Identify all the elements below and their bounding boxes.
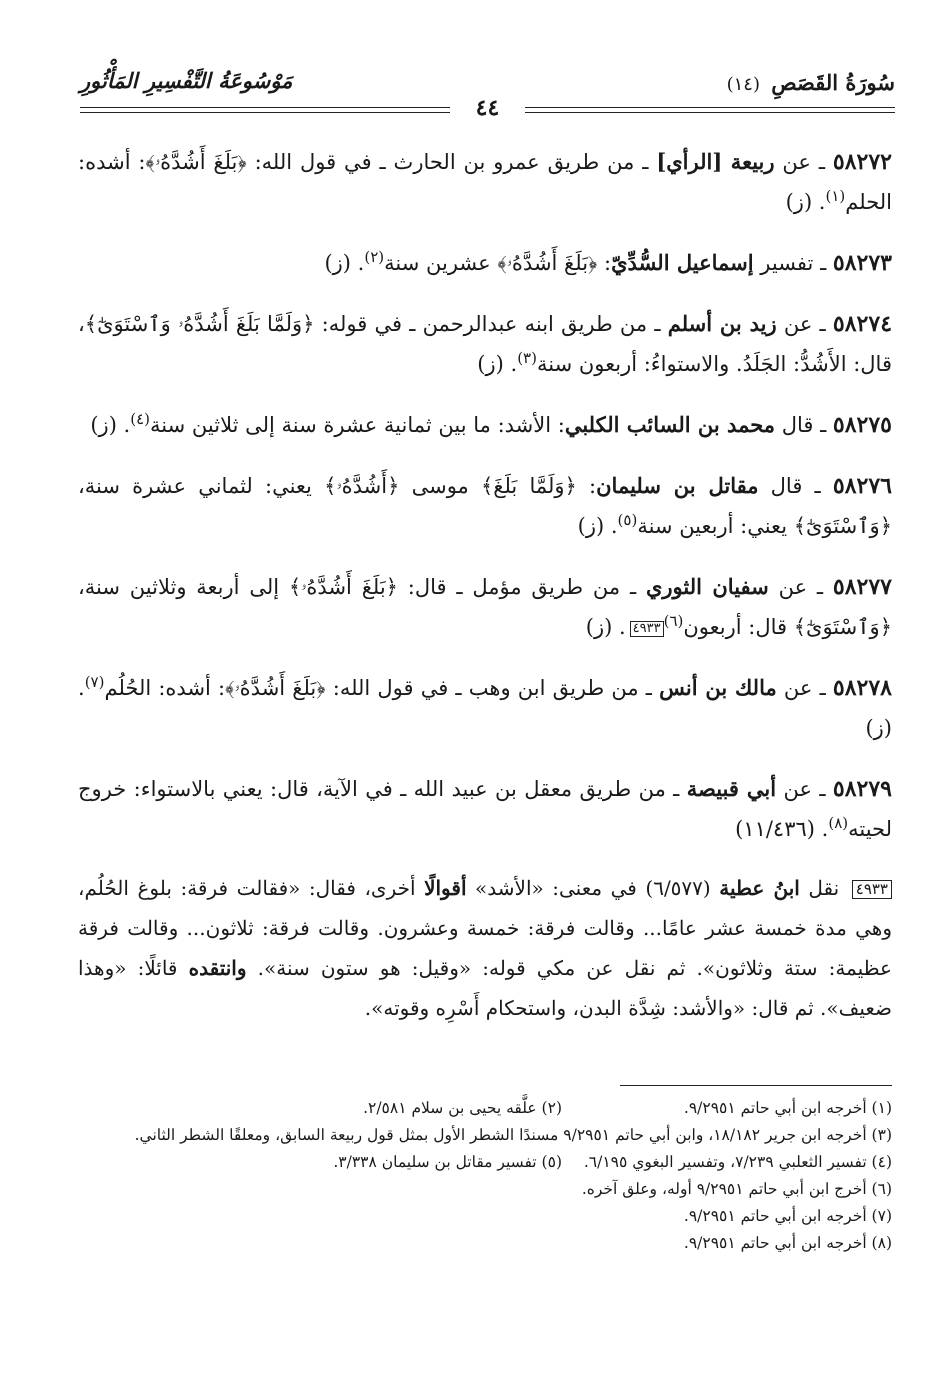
entry-text: يعني: لثماني عشرة سنة، [78,474,325,498]
entry-text: . (ز) [577,514,618,538]
entry-text: . (ز) [785,190,826,214]
footnote-3: (٣) أخرجه ابن جرير ١٨/١٨٢، وابن أبي حاتم ٩/٢٩٥١ مسندًا الشطر الأول بمثل قول ربيعة السابق، ومعلقًا الشطر الثاني. [134,1126,892,1144]
entry-number: ٥٨٢٧٩ [832,776,892,802]
editorial-note [78,868,892,1028]
entry-text: قال: أربعون [683,615,794,639]
entry-text: ، قال: الأَشُدُّ: الجَلَدُ. والاستواءُ: أربعون سنة [78,312,892,376]
entry-text: ـ من طريق معقل بن عبيد الله ـ في الآية، قال: يعني بالاستواء: خروج لحيته [78,777,892,841]
note-author: ابنُ عطية [719,876,800,900]
note-emphasis: وانتقده [188,956,247,980]
entry-number: ٥٨٢٧٣ [832,250,892,276]
entry-text: ـ من طريق عمرو بن الحارث ـ في قول الله: [246,150,657,174]
note-text: أخرى، فقال: «فقالت فرقة: بلوغ الحُلُم، وهي مدة خمسة عشر عامًا... وقالت فرقة: خمسة وعشرون. وقالت فرقة: ثلاثون... وقالت فرقة عظيمة: ستة وثلاثون». ثم نقل عن مكي قوله: «وقيل: هو ستون سنة». [78,876,892,980]
ornament-line-right [525,107,895,113]
quran-quote: ﴿بَلَغَ أَشُدَّهُۥ﴾ [145,150,247,174]
footnote-row [78,1149,892,1176]
quran-quote: ﴿وَٱسْتَوَىٰٓ﴾ [793,615,892,639]
surah-title [727,70,895,95]
entry-58275 [78,405,892,445]
note-text: قائلًا: «وهذا ضعيف». ثم قال: «والأشد: شِدَّة البدن، واستحكام أَسْرِه وقوته». [78,956,892,1020]
entry-number: ٥٨٢٧٥ [832,412,892,438]
entry-number: ٥٨٢٧٢ [832,149,892,175]
entry-text: موسى [399,474,481,498]
footnote-8: (٨) أخرجه ابن أبي حاتم ٩/٢٩٥١. [683,1234,892,1252]
entry-number: ٥٨٢٧٦ [832,473,892,499]
entry-text: ـ قال [775,413,833,437]
entry-text: . (ز) [78,676,892,740]
entry-58279 [78,769,892,849]
entry-number: ٥٨٢٧٨ [832,675,892,701]
entry-text: . (ز) [585,615,626,639]
entry-text: ـ عن [768,575,833,599]
footnote-6: (٦) أخرج ابن أبي حاتم ٩/٢٩٥١ أوله، وعلق آخره. [581,1180,892,1198]
entry-text: . (ز) [324,251,365,275]
footnote-separator [620,1085,892,1086]
footnote-ref[interactable]: (١) [825,187,846,205]
entry-text: ـ تفسير [753,251,833,275]
entry-text: يعني: أربعين سنة [637,514,794,538]
narrator-name: أبي قبيصة [686,776,777,801]
entry-number: ٥٨٢٧٧ [832,574,892,600]
entry-text: ـ عن [776,777,833,801]
narrator-name: سفيان الثوري [645,574,769,599]
footnote-5: (٥) تفسير مقاتل بن سليمان ٣/٣٣٨. [333,1153,562,1171]
entry-number: ٥٨٢٧٤ [832,311,893,337]
footnote-ref[interactable]: (٤) [130,410,151,428]
entry-text: : أشده: الحُلُم [104,676,226,700]
note-text: نقل [799,876,848,900]
entry-text: ـ قال [758,474,833,498]
narrator-name: زيد بن أسلم [667,311,777,336]
footnote-ref[interactable]: (٣) [517,349,537,367]
surah-number: (١٤) [726,74,760,95]
entry-text: ـ من طريق ابنه عبدالرحمن ـ في قوله: [314,312,668,336]
page-number-ornament [80,97,895,119]
entry-58277 [78,567,892,647]
note-emphasis: أقوالًا [424,876,467,900]
note-text: (٦/٥٧٧) في معنى: «الأشد» [466,876,720,900]
narrator-name: ربيعة [الرأي] [656,149,775,174]
narrator-name: مقاتل بن سليمان [596,473,759,498]
entry-text: ـ عن [776,676,833,700]
entry-text: : أشده: الحلم [78,150,892,214]
quran-quote: ﴿وَلَمَّا بَلَغَ أَشُدَّهُۥ وَٱسْتَوَىٰٓ﴾ [84,312,315,336]
quran-quote: ﴿أَشُدَّهُۥ﴾ [324,474,400,498]
footnote-7: (٧) أخرجه ابن أبي حاتم ٩/٢٩٥١. [683,1207,892,1225]
narrator-name: إسماعيل السُّدِّيّ [611,250,754,275]
surah-name: سُورَةُ القَصَصِ [771,70,895,95]
entry-text: . (ز) [477,352,518,376]
entry-text: : [576,474,597,498]
footnote-1: (١) أخرجه ابن أبي حاتم ٩/٢٩٥١. [683,1099,892,1117]
quran-quote: ﴿بَلَغَ أَشُدَّهُۥ﴾ [225,676,326,700]
entry-58273 [78,243,892,283]
entry-58272 [78,142,892,222]
entry-text: : [597,251,612,275]
entry-text: ـ من طريق مؤمل ـ قال: [397,575,646,599]
quran-quote: ﴿وَٱسْتَوَىٰٓ﴾ [793,514,892,538]
narrator-name: مالك بن أنس [659,675,777,700]
footnote-ref[interactable]: (٥) [617,511,638,529]
note-box-ref[interactable]: ٤٩٣٣ [630,621,664,637]
quran-quote: ﴿بَلَغَ أَشُدَّهُۥ﴾ [288,575,398,599]
entry-text: ـ عن [774,150,833,174]
entry-text: . (ز) [90,413,131,437]
footnote-ref[interactable]: (٢) [364,248,385,266]
footnote-2: (٢) علَّقه يحيى بن سلام ٢/٥٨١. [363,1099,562,1117]
footnote-4: (٤) تفسير الثعلبي ٧/٢٣٩، وتفسير البغوي ٦/١٩٥. [583,1153,892,1171]
entry-58278 [78,668,892,748]
footnote-ref[interactable]: (٨) [828,814,849,832]
entry-text: ـ عن [776,312,833,336]
entries-list [78,142,892,855]
entry-text: عشرين سنة [384,251,498,275]
narrator-name: محمد بن السائب الكلبي [564,412,776,437]
footnote-ref[interactable]: (٦) [663,612,684,630]
entry-text: : الأشد: ما بين ثمانية عشرة سنة إلى ثلاثين سنة [150,413,565,437]
entry-58276 [78,466,892,546]
footnote-ref[interactable]: (٧) [84,673,105,691]
quran-quote: ﴿بَلَغَ أَشُدَّهُۥ﴾ [497,251,598,275]
entry-58274 [78,304,892,384]
book-title: مَوْسُوعَةُ التَّفْسِيرِ المَأْثُورِ [80,68,293,93]
footnotes [78,1095,892,1257]
quran-quote: ﴿وَلَمَّا بَلَغَ﴾ [481,474,577,498]
page-number: ٤٤ [455,95,520,121]
entry-text: . (١١/٤٣٦) [735,817,829,841]
footnote-row [78,1095,892,1122]
entry-text: إلى أربعة وثلاثين سنة، [78,575,289,599]
ornament-line-left [80,107,450,113]
note-box-number: ٤٩٣٣ [852,880,892,899]
entry-text: ـ من طريق ابن وهب ـ في قول الله: [325,676,660,700]
